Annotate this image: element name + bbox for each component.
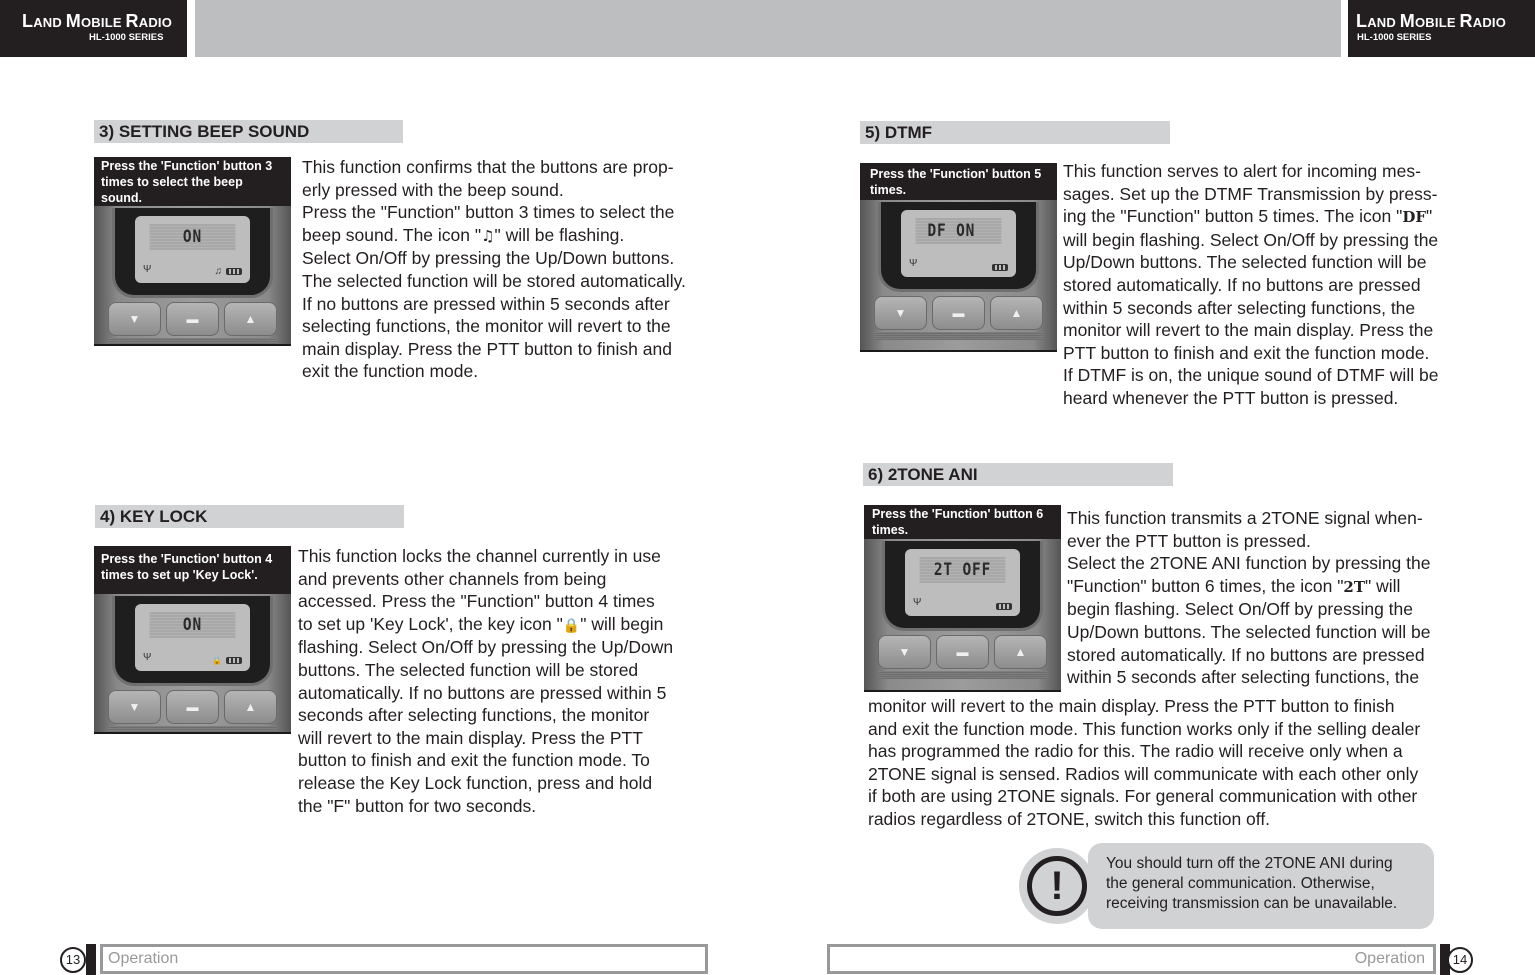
exclamation-icon: ! xyxy=(1027,856,1087,916)
lock-icon: 🔒 xyxy=(562,616,581,633)
menu-key: ▬ xyxy=(936,635,989,669)
page-number-left: 13 xyxy=(60,947,86,973)
dtmf-icon: DF xyxy=(1402,208,1427,227)
menu-key: ▬ xyxy=(166,690,219,724)
body-text-key-lock: This function locks the channel currently in use and prevents other channels from being accessed. Press the "Function" button 4 times to set up 'Key Lock', the key icon "🔒" will begin flashing. Select On/Off by pressing the Up/Down buttons. The selected function will be stored automatically. If no buttons are pressed within 5 seconds after selecting functions, the monitor will revert to the main display. Press the PTT button to finish and exit the function mode. To release the Key Lock function, press and hold the "F" button for two seconds. xyxy=(298,546,674,816)
footer-label-right: Operation xyxy=(827,944,1436,974)
page-number-right: 14 xyxy=(1447,947,1473,973)
lcd-screen xyxy=(901,210,1016,277)
radio-figure-key-lock xyxy=(94,546,291,734)
music-note-icon: ♫ xyxy=(481,226,495,245)
battery-icon xyxy=(226,268,242,275)
battery-icon xyxy=(996,603,1012,610)
lcd-text: 2T OFF xyxy=(920,557,1006,583)
antenna-icon: Ψ xyxy=(909,258,918,269)
music-note-icon: ♫ xyxy=(214,266,222,277)
radio-figure-beep xyxy=(94,157,291,346)
body-text-dtmf: This function serves to alert for incoming mes- sages. Set up the DTMF Transmission by press- ing the "Function" button 5 times. The icon "DF" will begin flashing. Select On/Off by pressing the Up/Down buttons. The selected function will be stored automatically. If no buttons are pressed within 5 seconds after selecting functions, the monitor will revert to the main display. Press the PTT button to finish and exit the function mode. If DTMF is on, the unique sound of DTMF will be heard whenever the PTT button is pressed. xyxy=(1063,161,1439,408)
figure-caption: Press the 'Function' button 4 times to set up 'Key Lock'. xyxy=(94,546,291,594)
figure-caption: Press the 'Function' button 5 times. xyxy=(860,163,1057,200)
menu-key: ▬ xyxy=(932,296,985,330)
antenna-icon: Ψ xyxy=(913,597,922,608)
down-key: ▼ xyxy=(108,690,161,724)
section-heading-key-lock: 4) KEY LOCK xyxy=(95,505,404,528)
brand-title: LAND MOBILE RADIO xyxy=(1356,11,1507,31)
section-heading-dtmf: 5) DTMF xyxy=(860,121,1170,144)
down-key: ▼ xyxy=(108,302,161,336)
radio-illustration xyxy=(94,594,291,734)
brand-series: HL-1000 SERIES xyxy=(89,32,164,43)
body-text-2tone-ani-continued: monitor will revert to the main display. Press the PTT button to finish and exit the function mode. This function works only if the selling dealer has programmed the radio for this. The radio will receive only when a 2TONE signal is sensed. Radios will communicate with each other only if both are using 2TONE signals. For general communication with other radios regardless of 2TONE, switch this function off. xyxy=(868,696,1421,829)
speaker-grill xyxy=(108,338,277,346)
antenna-icon: Ψ xyxy=(143,264,152,275)
brand-logo-left xyxy=(0,0,187,57)
page-tab-left xyxy=(86,944,96,975)
speaker-grill xyxy=(878,671,1047,679)
down-key: ▼ xyxy=(874,296,927,330)
brand-title: LAND MOBILE RADIO xyxy=(22,11,173,31)
up-key: ▲ xyxy=(994,635,1047,669)
battery-icon xyxy=(992,264,1008,271)
speaker-grill xyxy=(108,726,277,734)
body-text-beep: This function confirms that the buttons are prop- erly pressed with the beep sound. Press the "Function" button 3 times to select the beep sound. The icon "♫" will be flashing. Select On/Off by pressing the Up/Down buttons. The selected function will be stored automatically. If no buttons are pressed within 5 seconds after selecting functions, the monitor will revert to the main display. Press the PTT button to finish and exit the function mode. xyxy=(302,157,686,382)
warning-badge xyxy=(1019,848,1095,924)
up-key: ▲ xyxy=(224,690,277,724)
speaker-grill xyxy=(874,332,1043,340)
body-text-2tone-ani: This function transmits a 2TONE signal when- ever the PTT button is pressed. Select the 2TONE ANI function by pressing the "Function" button 6 times, the icon "2T" will begin flashing. Select On/Off by pressing the Up/Down buttons. The selected function will be stored automatically. If no buttons are pressed within 5 seconds after selecting functions, the xyxy=(1067,508,1431,688)
lcd-screen xyxy=(905,549,1020,616)
lock-icon: 🔒 xyxy=(212,656,222,665)
radio-figure-dtmf xyxy=(860,163,1057,352)
lcd-text: ON xyxy=(150,224,236,250)
radio-figure-2tone-ani xyxy=(864,505,1061,692)
header-bar xyxy=(195,0,1341,57)
figure-caption: Press the 'Function' button 6 times. xyxy=(864,505,1061,539)
radio-illustration xyxy=(864,539,1061,692)
figure-caption: Press the 'Function' button 3 times to select the beep sound. xyxy=(94,157,291,206)
antenna-icon: Ψ xyxy=(143,652,152,663)
warning-note: You should turn off the 2TONE ANI during the general communication. Otherwise, receiving transmission can be unavailable. xyxy=(1088,843,1434,929)
footer-label-left: Operation xyxy=(100,944,708,974)
section-heading-beep-sound: 3) SETTING BEEP SOUND xyxy=(94,120,403,143)
radio-illustration xyxy=(94,206,291,346)
lcd-screen xyxy=(135,604,250,671)
up-key: ▲ xyxy=(990,296,1043,330)
lcd-text: ON xyxy=(150,612,236,638)
up-key: ▲ xyxy=(224,302,277,336)
battery-icon xyxy=(226,657,242,664)
lcd-text: DF ON xyxy=(916,218,1002,244)
menu-key: ▬ xyxy=(166,302,219,336)
radio-illustration xyxy=(860,200,1057,350)
lcd-screen xyxy=(135,216,250,283)
2tone-icon: 2T xyxy=(1343,577,1366,596)
down-key: ▼ xyxy=(878,635,931,669)
brand-series: HL-1000 SERIES xyxy=(1357,32,1432,43)
section-heading-2tone-ani: 6) 2TONE ANI xyxy=(863,463,1173,486)
brand-logo-right xyxy=(1348,0,1535,57)
